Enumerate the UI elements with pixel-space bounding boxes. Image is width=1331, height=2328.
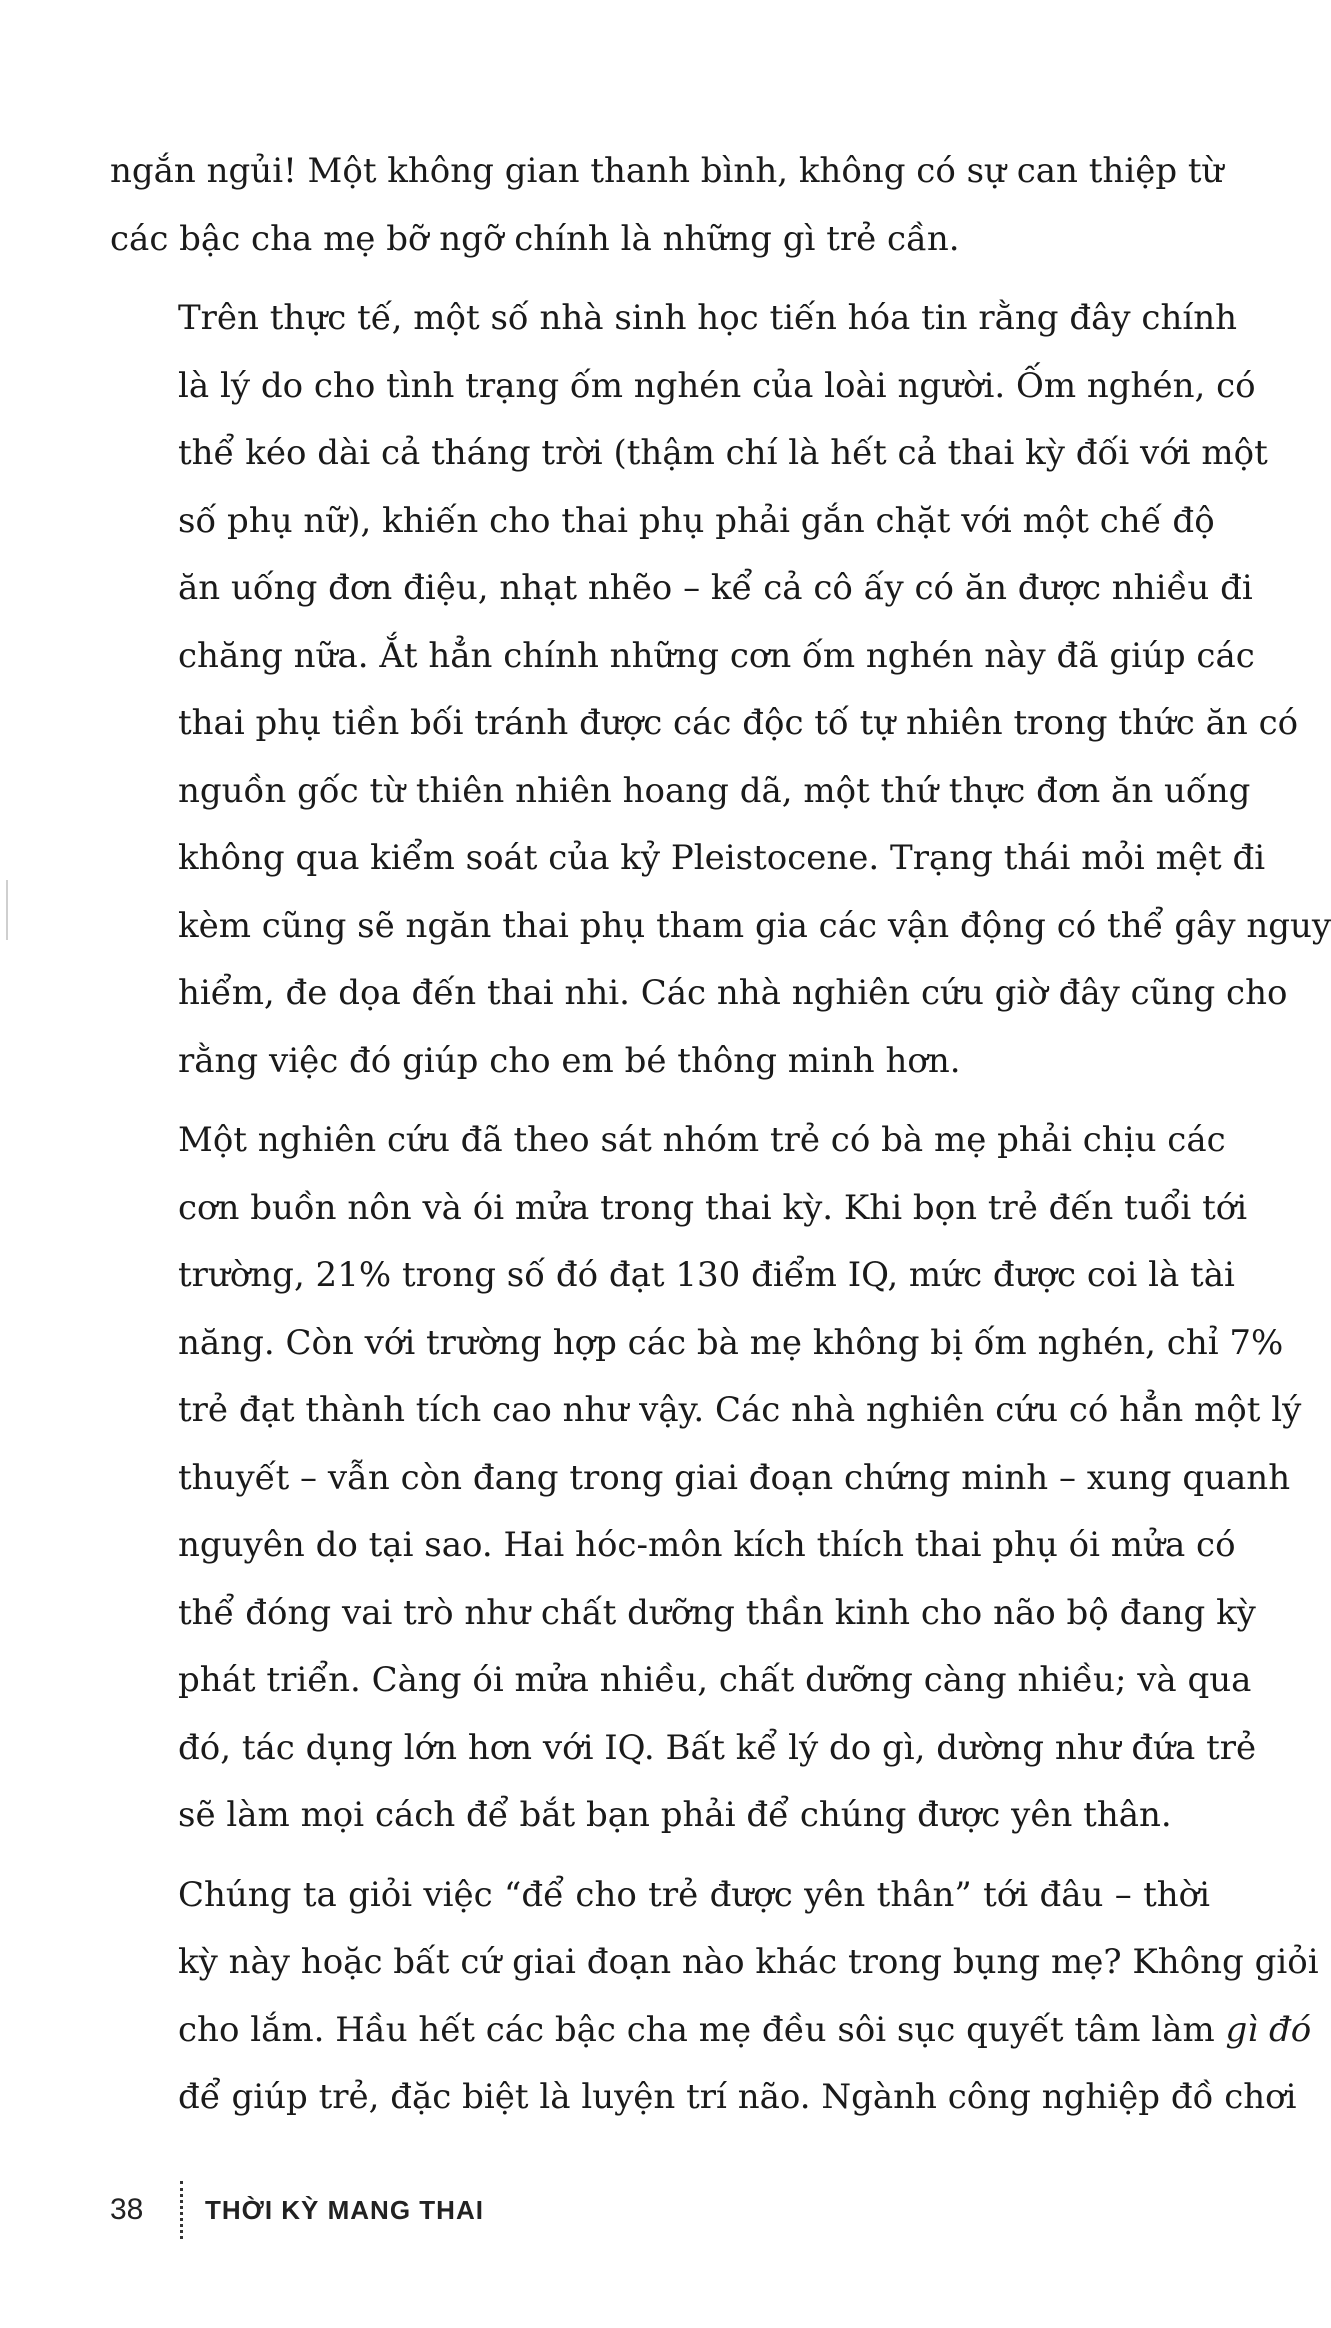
text-line: Trên thực tế, một số nhà sinh học tiến hóa tin rằng đây chính — [178, 298, 1238, 338]
paragraph-3 — [110, 1107, 1302, 1850]
scan-artifact-mark — [6, 880, 8, 940]
paragraph-2 — [110, 285, 1331, 1095]
text-line: thuyết – vẫn còn đang trong giai đoạn chứng minh – xung quanh — [178, 1457, 1291, 1498]
text-line: chăng nữa. Ắt hẳn chính những cơn ốm nghén này đã giúp các — [178, 635, 1255, 676]
paragraph-1 — [110, 138, 1224, 273]
text-line: đó, tác dụng lớn hơn với IQ. Bất kể lý do gì, dường như đứa trẻ — [178, 1727, 1257, 1768]
text-line: các bậc cha mẹ bỡ ngỡ chính là những gì trẻ cần. — [110, 218, 960, 259]
text-line: năng. Còn với trường hợp các bà mẹ không bị ốm nghén, chỉ 7% — [178, 1322, 1284, 1363]
text-line: là lý do cho tình trạng ốm nghén của loài người. Ốm nghén, có — [178, 365, 1256, 406]
running-head: THỜI KỲ MANG THAI — [205, 2194, 484, 2225]
text-line: sẽ làm mọi cách để bắt bạn phải để chúng được yên thân. — [178, 1795, 1172, 1835]
page-footer — [110, 2180, 484, 2240]
italic-phrase: gì đó — [1225, 2009, 1312, 2050]
text-line: cơn buồn nôn và ói mửa trong thai kỳ. Khi bọn trẻ đến tuổi tới — [178, 1187, 1248, 1228]
text-line: trường, 21% trong số đó đạt 130 điểm IQ, mức được coi là tài — [178, 1255, 1235, 1295]
text-line: số phụ nữ), khiến cho thai phụ phải gắn chặt với một chế độ — [178, 500, 1215, 541]
text-line: nguồn gốc từ thiên nhiên hoang dã, một thứ thực đơn ăn uống — [178, 770, 1251, 811]
text-line: Một nghiên cứu đã theo sát nhóm trẻ có bà mẹ phải chịu các — [178, 1120, 1226, 1160]
page-number: 38 — [110, 2193, 144, 2226]
paragraph-4 — [110, 1862, 1319, 2132]
text-segment: cho lắm. Hầu hết các bậc cha mẹ đều sôi sục quyết tâm làm — [178, 2009, 1226, 2050]
text-line: kèm cũng sẽ ngăn thai phụ tham gia các vận động có thể gây nguy — [178, 905, 1331, 946]
text-line: để giúp trẻ, đặc biệt là luyện trí não. Ngành công nghiệp đồ chơi — [178, 2077, 1297, 2117]
text-line: ăn uống đơn điệu, nhạt nhẽo – kể cả cô ấy có ăn được nhiều đi — [178, 568, 1253, 608]
text-line: thể đóng vai trò như chất dưỡng thần kinh cho não bộ đang kỳ — [178, 1592, 1256, 1633]
text-line: phát triển. Càng ói mửa nhiều, chất dưỡng càng nhiều; và qua — [178, 1660, 1252, 1700]
body-text — [110, 138, 1331, 2132]
text-line-with-italic — [110, 1997, 1312, 2065]
text-line: ngắn ngủi! Một không gian thanh bình, không có sự can thiệp từ — [110, 151, 1224, 191]
text-line: Chúng ta giỏi việc “để cho trẻ được yên thân” tới đâu – thời — [178, 1874, 1210, 1915]
text-line: thai phụ tiền bối tránh được các độc tố tự nhiên trong thức ăn có — [178, 703, 1299, 743]
text-line: thể kéo dài cả tháng trời (thậm chí là hết cả thai kỳ đối với một — [178, 433, 1268, 473]
text-line: hiểm, đe dọa đến thai nhi. Các nhà nghiên cứu giờ đây cũng cho — [178, 973, 1288, 1013]
text-line: trẻ đạt thành tích cao như vậy. Các nhà nghiên cứu có hẳn một lý — [178, 1390, 1302, 1430]
text-line: không qua kiểm soát của kỷ Pleistocene. Trạng thái mỏi mệt đi — [178, 838, 1266, 878]
text-line: kỳ này hoặc bất cứ giai đoạn nào khác trong bụng mẹ? Không giỏi — [178, 1942, 1319, 1982]
text-line: nguyên do tại sao. Hai hóc-môn kích thích thai phụ ói mửa có — [178, 1525, 1236, 1565]
footer-divider — [180, 2181, 183, 2239]
text-line: rằng việc đó giúp cho em bé thông minh hơn. — [178, 1040, 961, 1081]
